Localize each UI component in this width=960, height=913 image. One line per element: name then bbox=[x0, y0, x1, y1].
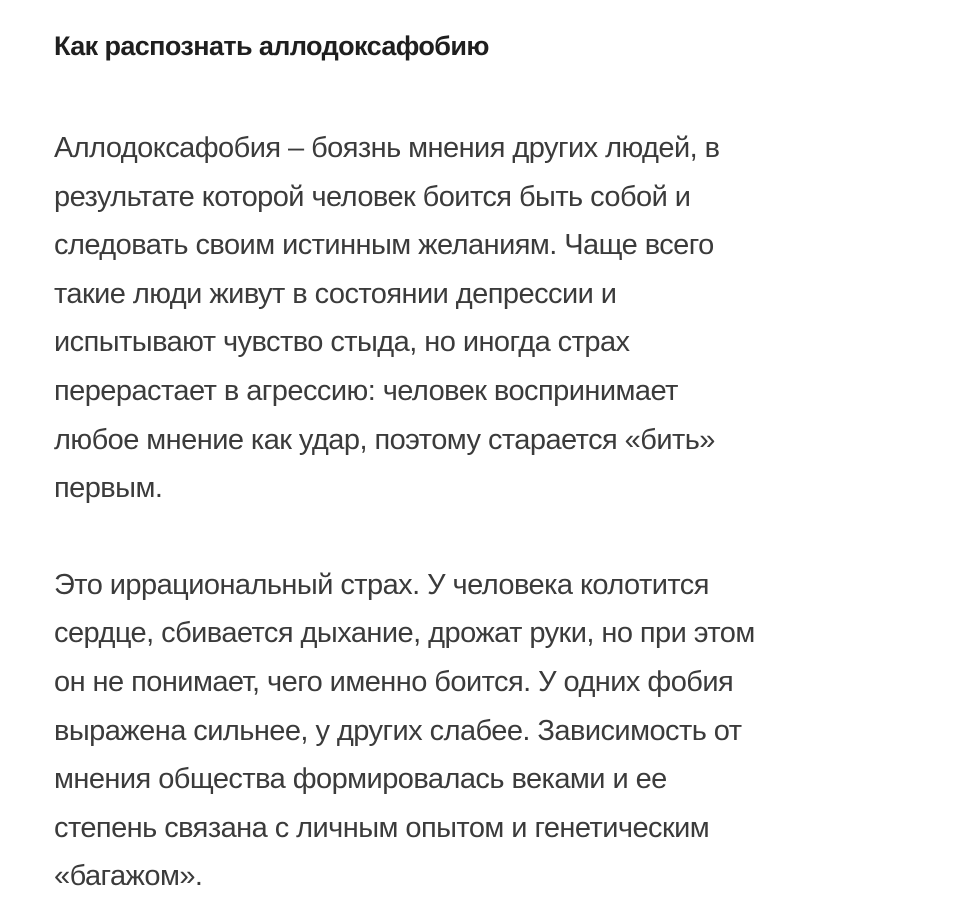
paragraph-2 bbox=[54, 561, 934, 901]
paragraph-line: Аллодоксафобия – боязнь мнения других людей, в bbox=[54, 132, 720, 164]
paragraph-1 bbox=[54, 124, 934, 513]
paragraph-line: результате которой человек боится быть собой и bbox=[54, 180, 691, 213]
paragraph-line: перерастает в агрессию: человек воспринимает bbox=[54, 374, 678, 407]
paragraph-line: такие люди живут в состоянии депрессии и bbox=[54, 277, 617, 310]
paragraph-line: следовать своим истинным желаниям. Чаще всего bbox=[54, 229, 714, 262]
paragraph-line: он не понимает, чего именно боится. У одних фобия bbox=[54, 665, 734, 698]
paragraph-line: первым. bbox=[54, 472, 163, 505]
paragraph-line: испытывают чувство стыда, но иногда страх bbox=[54, 326, 630, 359]
paragraph-line: выражена сильнее, у других слабее. Зависимость от bbox=[54, 714, 742, 747]
paragraph-line: мнения общества формировалась веками и ее bbox=[54, 763, 667, 796]
article bbox=[54, 22, 934, 901]
paragraph-line: Это иррациональный страх. У человека колотится bbox=[54, 568, 709, 601]
paragraph-line: любое мнение как удар, поэтому старается «бить» bbox=[54, 423, 715, 456]
paragraph-line: степень связана с личным опытом и генетическим bbox=[54, 811, 710, 844]
article-title: Как распознать аллодоксафобию bbox=[54, 31, 489, 61]
paragraph-line: «багажом». bbox=[54, 860, 203, 893]
paragraph-line: сердце, сбивается дыхание, дрожат руки, но при этом bbox=[54, 617, 755, 650]
